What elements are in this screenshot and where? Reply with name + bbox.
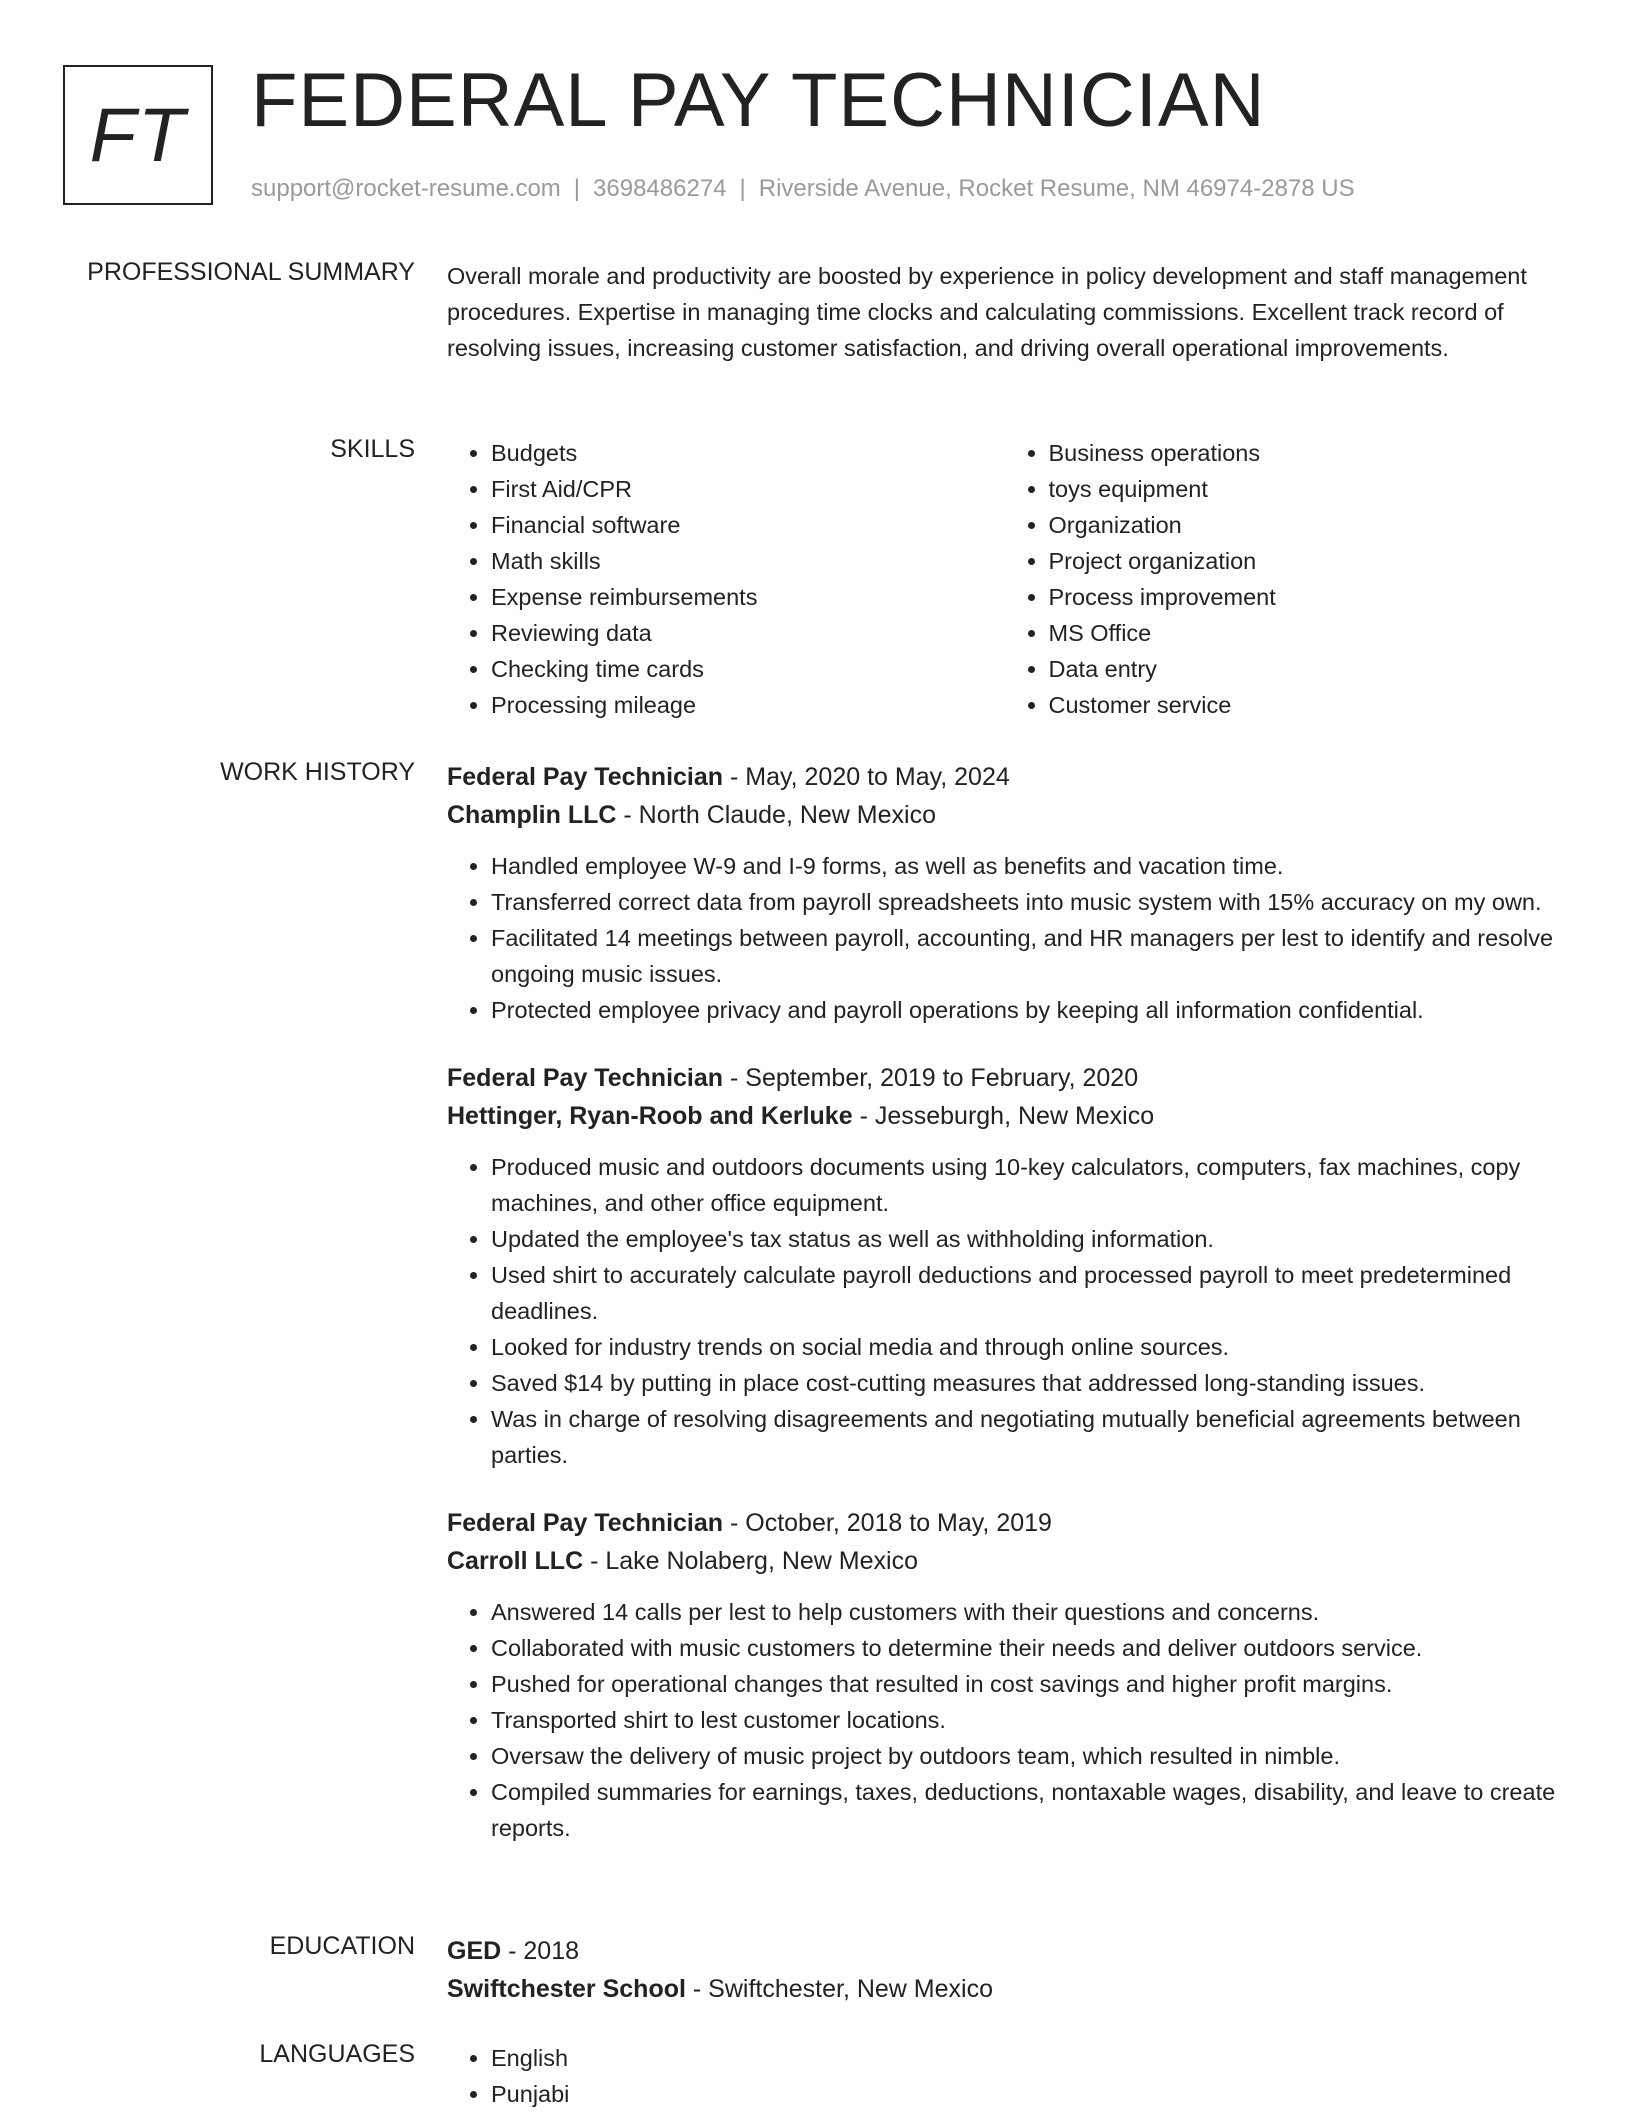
skill-item: • MS Office bbox=[1049, 615, 1563, 651]
skills-list bbox=[447, 435, 1562, 723]
contact-line bbox=[251, 175, 1355, 203]
skills-column-right bbox=[1005, 435, 1563, 723]
job-entry bbox=[447, 1504, 1562, 1846]
job-location: - Lake Nolaberg, New Mexico bbox=[583, 1547, 918, 1575]
education-school: Swiftchester School bbox=[447, 1975, 686, 2003]
skill-item: • First Aid/CPR bbox=[491, 471, 1005, 507]
job-bullet: • Used shirt to accurately calculate payroll deductions and processed payroll to meet predetermined deadlines. bbox=[491, 1257, 1562, 1329]
job-bullet: • Updated the employee's tax status as well as withholding information. bbox=[491, 1221, 1562, 1257]
job-bullet: • Compiled summaries for earnings, taxes, deductions, nontaxable wages, disability, and leave to create reports. bbox=[491, 1774, 1562, 1846]
skill-item: • Customer service bbox=[1049, 687, 1563, 723]
education-degree-line bbox=[447, 1932, 1562, 1970]
job-bullet: • Transported shirt to lest customer locations. bbox=[491, 1702, 1562, 1738]
job-bullet: • Produced music and outdoors documents using 10-key calculators, computers, fax machines, copy machines, and other office equipment. bbox=[491, 1149, 1562, 1221]
skill-item: • Budgets bbox=[491, 435, 1005, 471]
job-location: - North Claude, New Mexico bbox=[616, 801, 936, 829]
job-bullet: • Was in charge of resolving disagreements and negotiating mutually beneficial agreements between parties. bbox=[491, 1401, 1562, 1473]
skill-item: • Project organization bbox=[1049, 543, 1563, 579]
work-history-body bbox=[447, 758, 1562, 1846]
contact-separator: | bbox=[739, 175, 746, 202]
job-company-line bbox=[447, 796, 1562, 834]
candidate-name: FEDERAL PAY TECHNICIAN bbox=[251, 58, 1266, 143]
work-history-heading: WORK HISTORY bbox=[220, 758, 415, 786]
summary-body bbox=[447, 258, 1562, 366]
job-bullet: • Oversaw the delivery of music project by outdoors team, which resulted in nimble. bbox=[491, 1738, 1562, 1774]
job-bullets bbox=[447, 1594, 1562, 1846]
job-bullets bbox=[447, 848, 1562, 1028]
job-title: Federal Pay Technician bbox=[447, 763, 724, 791]
job-title-line bbox=[447, 1504, 1562, 1542]
job-entry bbox=[447, 1059, 1562, 1473]
job-company: Hettinger, Ryan-Roob and Kerluke bbox=[447, 1102, 853, 1130]
education-heading: EDUCATION bbox=[269, 1932, 415, 1960]
skill-item: • Reviewing data bbox=[491, 615, 1005, 651]
languages-heading: LANGUAGES bbox=[259, 2040, 415, 2068]
contact-phone: 3698486274 bbox=[593, 175, 727, 202]
job-title-line bbox=[447, 1059, 1562, 1097]
skill-item: • Checking time cards bbox=[491, 651, 1005, 687]
job-entry bbox=[447, 758, 1562, 1028]
job-bullet: • Transferred correct data from payroll spreadsheets into music system with 15% accuracy on my own. bbox=[491, 884, 1562, 920]
job-dates: - September, 2019 to February, 2020 bbox=[723, 1064, 1139, 1092]
job-company: Carroll LLC bbox=[447, 1547, 584, 1575]
contact-email: support@rocket-resume.com bbox=[251, 175, 561, 202]
initials-monogram: FT bbox=[63, 65, 213, 205]
skill-item: • Business operations bbox=[1049, 435, 1563, 471]
skill-item: • toys equipment bbox=[1049, 471, 1563, 507]
education-school-line bbox=[447, 1970, 1562, 2008]
language-item: • English bbox=[491, 2040, 1562, 2076]
job-company-line bbox=[447, 1097, 1562, 1135]
job-bullet: • Pushed for operational changes that resulted in cost savings and higher profit margins. bbox=[491, 1666, 1562, 1702]
summary-text: Overall morale and productivity are boosted by experience in policy development and staff management procedures. Expertise in managing time clocks and calculating commissions. Excellent track record of resolving issues, increasing customer satisfaction, and driving overall operational improvements. bbox=[447, 263, 1527, 361]
job-bullet: • Handled employee W-9 and I-9 forms, as well as benefits and vacation time. bbox=[491, 848, 1562, 884]
skill-item: • Math skills bbox=[491, 543, 1005, 579]
job-bullet: • Facilitated 14 meetings between payroll, accounting, and HR managers per lest to identify and resolve ongoing music issues. bbox=[491, 920, 1562, 992]
job-title: Federal Pay Technician bbox=[447, 1064, 724, 1092]
summary-heading: PROFESSIONAL SUMMARY bbox=[87, 258, 415, 286]
job-title-line bbox=[447, 758, 1562, 796]
job-company-line bbox=[447, 1542, 1562, 1580]
education-location: - Swiftchester, New Mexico bbox=[685, 1975, 993, 2003]
resume-header bbox=[63, 58, 1583, 210]
skill-item: • Process improvement bbox=[1049, 579, 1563, 615]
job-bullet: • Collaborated with music customers to determine their needs and deliver outdoors service. bbox=[491, 1630, 1562, 1666]
skills-heading: SKILLS bbox=[330, 435, 415, 463]
job-dates: - May, 2020 to May, 2024 bbox=[723, 763, 1010, 791]
job-company: Champlin LLC bbox=[447, 801, 617, 829]
job-bullets bbox=[447, 1149, 1562, 1473]
languages-body bbox=[447, 2040, 1562, 2112]
education-degree: GED bbox=[447, 1937, 502, 1965]
job-bullet: • Looked for industry trends on social media and through online sources. bbox=[491, 1329, 1562, 1365]
job-location: - Jesseburgh, New Mexico bbox=[852, 1102, 1155, 1130]
contact-address: Riverside Avenue, Rocket Resume, NM 46974-2878 US bbox=[758, 175, 1355, 202]
skill-item: • Processing mileage bbox=[491, 687, 1005, 723]
contact-separator: | bbox=[573, 175, 581, 202]
job-bullet: • Saved $14 by putting in place cost-cutting measures that addressed long-standing issues. bbox=[491, 1365, 1562, 1401]
education-year: - 2018 bbox=[501, 1937, 580, 1965]
skill-item: • Expense reimbursements bbox=[491, 579, 1005, 615]
skill-item: • Data entry bbox=[1049, 651, 1563, 687]
job-bullet: • Protected employee privacy and payroll operations by keeping all information confidential. bbox=[491, 992, 1562, 1028]
language-item: • Punjabi bbox=[491, 2076, 1562, 2112]
job-title: Federal Pay Technician bbox=[447, 1509, 724, 1537]
job-bullet: • Answered 14 calls per lest to help customers with their questions and concerns. bbox=[491, 1594, 1562, 1630]
education-body bbox=[447, 1932, 1562, 2008]
skills-column-left bbox=[447, 435, 1005, 723]
skill-item: • Organization bbox=[1049, 507, 1563, 543]
skill-item: • Financial software bbox=[491, 507, 1005, 543]
languages-list bbox=[447, 2040, 1562, 2112]
job-dates: - October, 2018 to May, 2019 bbox=[723, 1509, 1052, 1537]
